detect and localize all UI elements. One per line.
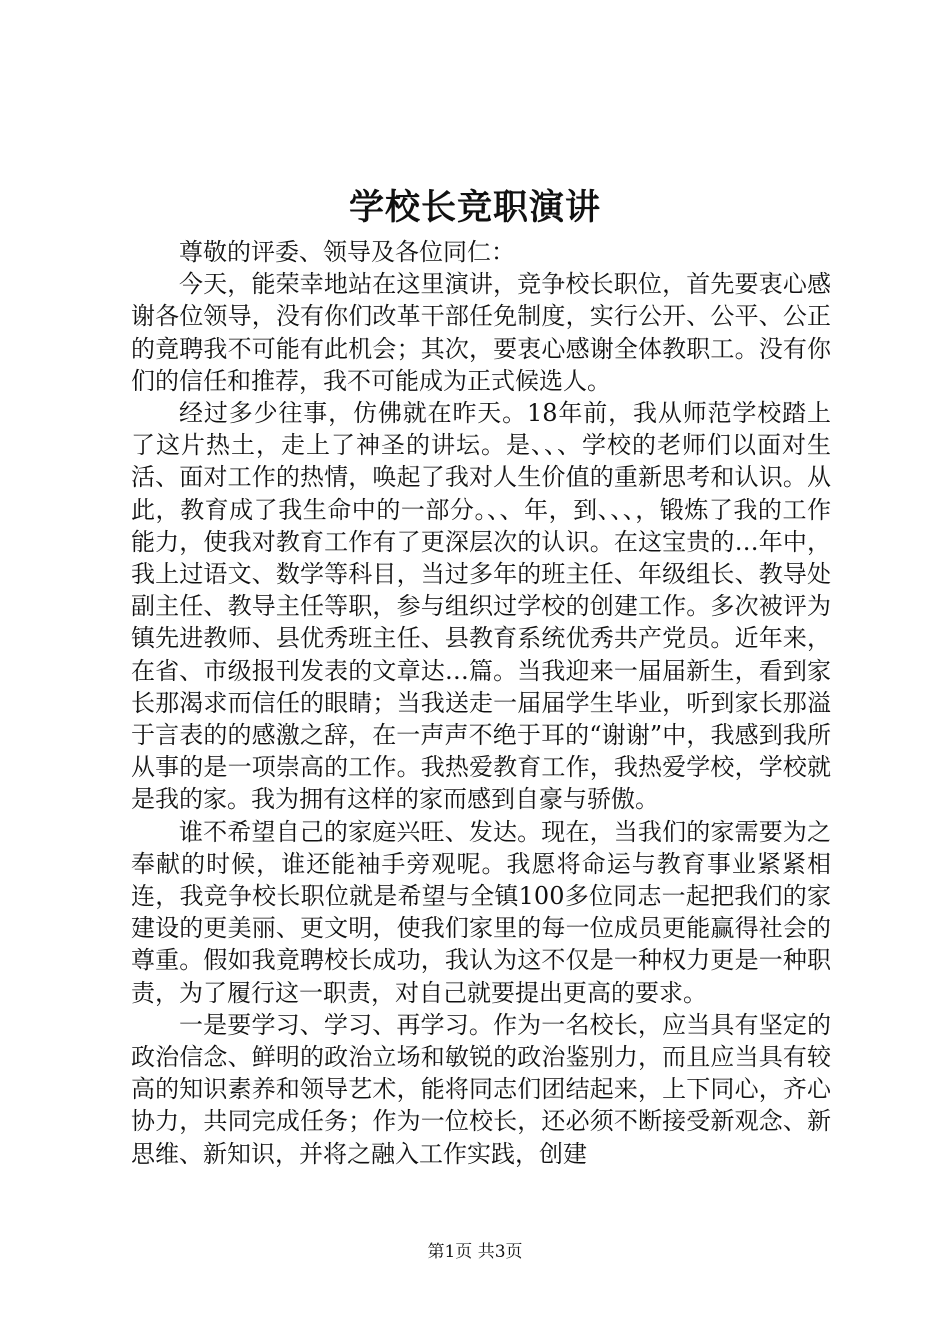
document-body: [131, 236, 831, 1170]
paragraph-2: 经过多少往事，仿佛就在昨天。18年前，我从师范学校踏上了这片热土，走上了神圣的讲坛。是、、、学校的老师们以面对生活、面对工作的热情，唤起了我对人生价值的重新思考和认识。从此，教育成了我生命中的一部分。、、年，到、、、，锻炼了我的工作能力，使我对教育工作有了更深层次的认识。在这宝贵的…年中，我上过语文、数学等科目，当过多年的班主任、年级组长、教导处副主任、教导主任等职，参与组织过学校的创建工作。多次被评为镇先进教师、县优秀班主任、县教育系统优秀共产党员。近年来，在省、市级报刊发表的文章达…篇。当我迎来一届届新生，看到家长那渴求而信任的眼睛；当我送走一届届学生毕业，听到家长那溢于言表的的感激之辞，在一声声不绝于耳的“谢谢”中，我感到我所从事的是一项崇高的工作。我热爱教育工作，我热爱学校，学校就是我的家。我为拥有这样的家而感到自豪与骄傲。: [131, 399, 831, 814]
paragraph-1: 今天，能荣幸地站在这里演讲，竞争校长职位，首先要衷心感谢各位领导，没有你们改革干部任免制度，实行公开、公平、公正的竟聘我不可能有此机会；其次，要衷心感谢全体教职工。没有你们的信任和推荐，我不可能成为正式候选人。: [131, 270, 831, 395]
salutation: 尊敬的评委、领导及各位同仁：: [179, 238, 515, 266]
paragraph-3: 谁不希望自己的家庭兴旺、发达。现在，当我们的家需要为之奉献的时候，谁还能袖手旁观呢。我愿将命运与教育事业紧紧相连，我竞争校长职位就是希望与全镇100多位同志一起把我们的家建设的更美丽、更文明，使我们家里的每一位成员更能赢得社会的尊重。假如我竟聘校长成功，我认为这不仅是一种权力更是一种职责，为了履行这一职责，对自己就要提出更高的要求。: [131, 817, 831, 1007]
paragraph-4: 一是要学习、学习、再学习。作为一名校长，应当具有坚定的政治信念、鲜明的政治立场和敏锐的政治鉴别力，而且应当具有较高的知识素养和领导艺术，能将同志们团结起来，上下同心，齐心协力，共同完成任务；作为一位校长，还必须不断接受新观念、新思维、新知识，并将之融入工作实践，创建: [131, 1010, 831, 1168]
document-title: 学校长竞职演讲: [348, 187, 601, 228]
page-footer: 第1页 共3页: [427, 1242, 523, 1262]
